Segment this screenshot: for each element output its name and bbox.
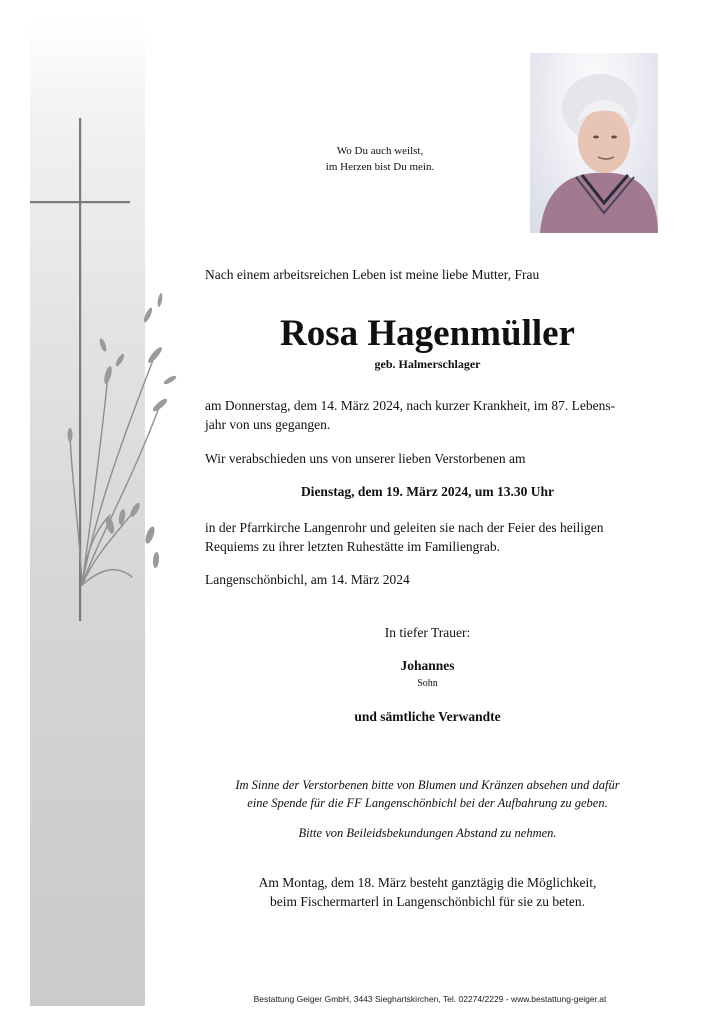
grass-decoration-icon (60, 285, 185, 615)
death-notice-line-1: am Donnerstag, dem 14. März 2024, nach kurzer Krankheit, im 87. Lebens- (205, 398, 616, 413)
mourner-name: Johannes (400, 658, 455, 673)
mourner-relation: Sohn (417, 678, 438, 689)
death-notice-line-2: jahr von uns gegangen. (205, 417, 331, 432)
intro-text: Nach einem arbeitsreichen Leben ist meine liebe Mutter, Frau (205, 267, 540, 282)
viewing-line-2: beim Fischermarterl in Langenschönbichl für sie zu beten. (270, 894, 585, 909)
motto (300, 143, 460, 175)
location-line-1: in der Pfarrkirche Langenrohr und geleiten sie nach der Feier des heiligen (205, 520, 604, 535)
portrait-illustration (530, 53, 658, 233)
donation-note (205, 776, 650, 812)
death-notice (205, 396, 650, 434)
location-text (205, 518, 650, 556)
location-line-2: Requiems zu ihrer letzten Ruhestätte im Familiengrab. (205, 539, 501, 554)
footer: Bestattung Geiger GmbH, 3443 Sieghartskirchen, Tel. 02274/2229 - www.bestattung-geiger.at (253, 994, 607, 1004)
maiden-name: geb. Halmerschlager (374, 357, 481, 371)
relatives-text: und sämtliche Verwandte (354, 709, 501, 724)
portrait-photo (530, 53, 658, 233)
motto-line-1: Wo Du auch weilst, (336, 145, 424, 157)
funeral-date: Dienstag, dem 19. März 2024, um 13.30 Uhr (300, 484, 555, 499)
place-date: Langenschönbichl, am 14. März 2024 (205, 572, 410, 587)
deceased-name: Rosa Hagenmüller (280, 313, 575, 354)
donation-line-1: Im Sinne der Verstorbenen bitte von Blumen und Kränzen absehen und dafür (235, 778, 620, 792)
donation-line-2: eine Spende für die FF Langenschönbichl bei der Aufbahrung zu geben. (247, 796, 608, 810)
motto-line-2: im Herzen bist Du mein. (325, 161, 435, 173)
mourning-heading: In tiefer Trauer: (384, 625, 471, 640)
viewing-note (205, 873, 650, 911)
farewell-intro: Wir verabschieden uns von unserer lieben Verstorbenen am (205, 451, 526, 466)
condolences-note: Bitte von Beileidsbekundungen Abstand zu nehmen. (298, 826, 557, 840)
viewing-line-1: Am Montag, dem 18. März besteht ganztägig die Möglichkeit, (258, 875, 597, 890)
